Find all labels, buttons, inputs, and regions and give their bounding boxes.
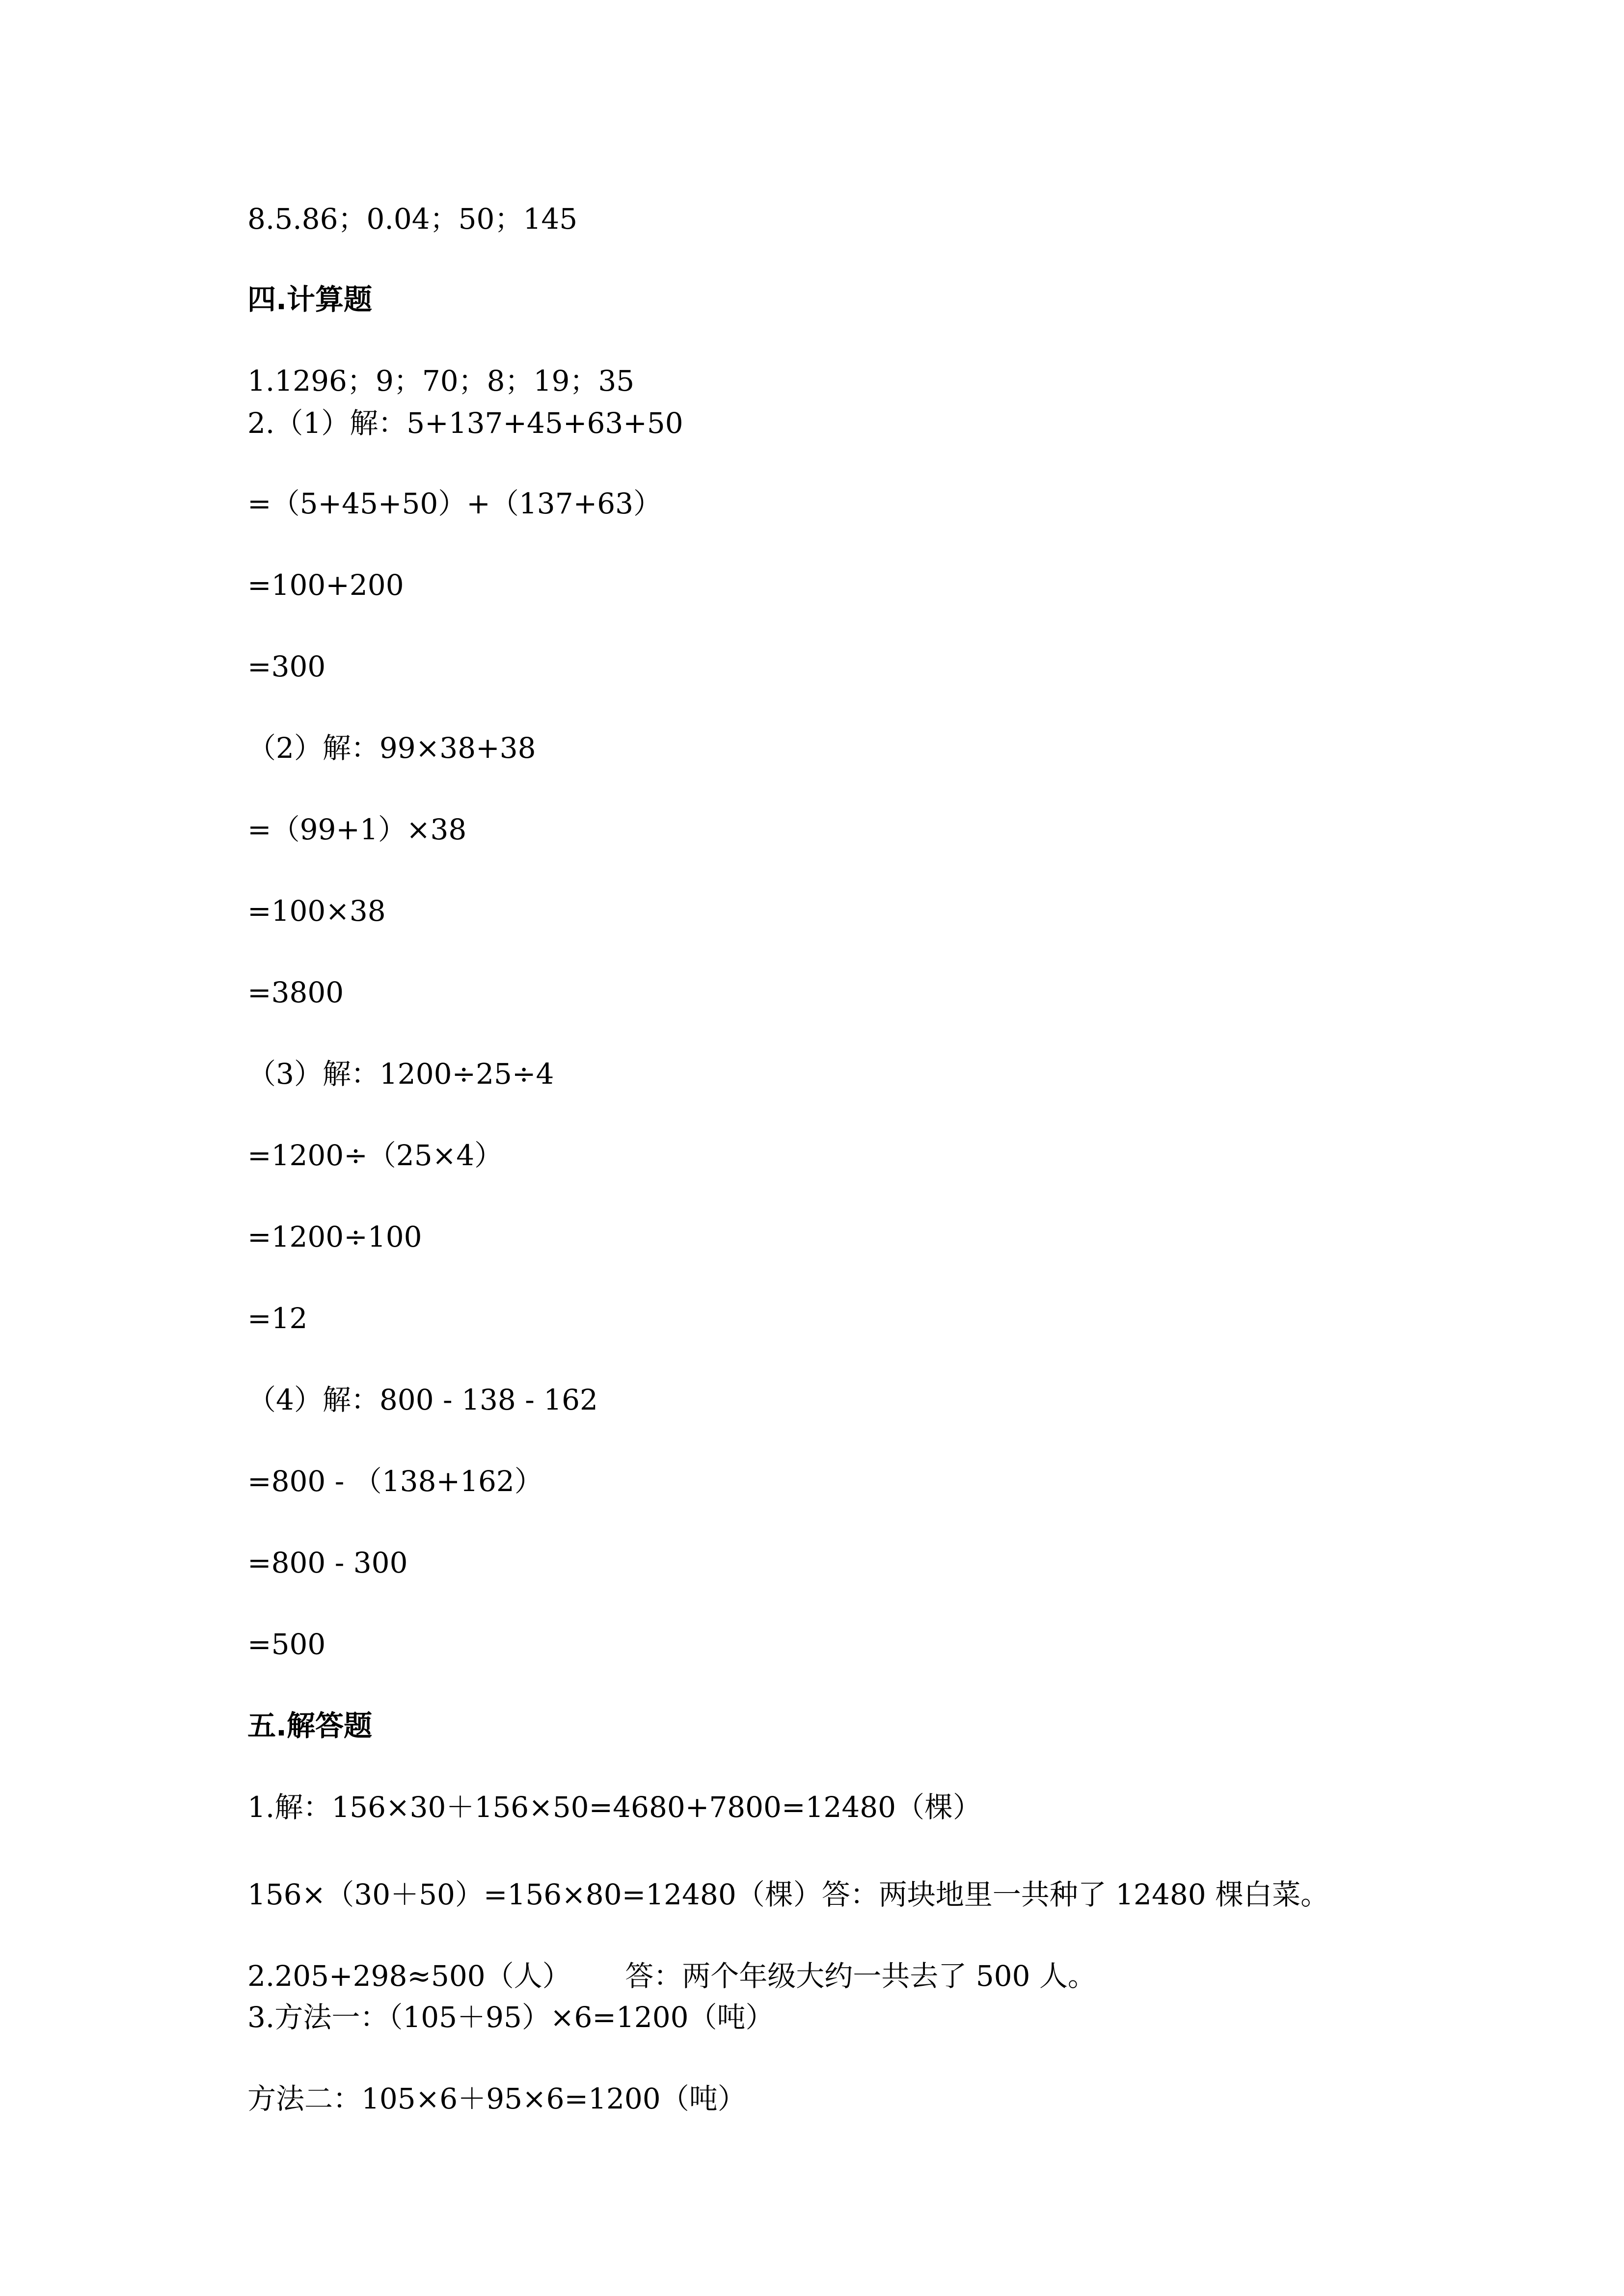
calc-2-1-step-2: =100+200 xyxy=(247,568,404,602)
calc-2-1-step-1: =（5+45+50）+（137+63） xyxy=(247,487,662,520)
calc-2-3-step-2: =1200÷100 xyxy=(247,1220,422,1254)
calc-2-1-head: 2.（1）解：5+137+45+63+50 xyxy=(247,406,683,440)
calc-2-3-step-3: =12 xyxy=(247,1302,308,1335)
calc-2-2-step-1: =（99+1）×38 xyxy=(247,813,467,846)
calc-2-3-head: （3）解：1200÷25÷4 xyxy=(247,1057,554,1091)
calc-2-3-step-1: =1200÷（25×4） xyxy=(247,1139,503,1172)
calc-2-2-step-2: =100×38 xyxy=(247,894,386,928)
calc-2-2-step-3: =3800 xyxy=(247,976,344,1009)
section-heading-calculation: 四.计算题 xyxy=(247,283,373,316)
solve-1-line-1: 1.解：156×30＋156×50=4680+7800=12480（棵） xyxy=(247,1790,982,1824)
calc-2-2-head: （2）解：99×38+38 xyxy=(247,731,536,765)
calc-answer-1: 1.1296；9；70；8；19；35 xyxy=(247,364,635,398)
calc-2-4-head: （4）解：800 - 138 - 162 xyxy=(247,1383,598,1416)
calc-2-4-step-1: =800 - （138+162） xyxy=(247,1465,543,1498)
calc-2-4-step-2: =800 - 300 xyxy=(247,1546,408,1579)
solve-2-line: 2.205+298≈500（人） 答：两个年级大约一共去了 500 人。 xyxy=(247,1959,1096,1993)
calc-2-1-step-3: =300 xyxy=(247,650,326,683)
solve-1-line-2: 156×（30＋50）=156×80=12480（棵）答：两块地里一共种了 12480 棵白菜。 xyxy=(247,1878,1329,1911)
solve-3-line-1: 3.方法一：（105＋95）×6=1200（吨） xyxy=(247,2001,774,2034)
section-heading-word-problems: 五.解答题 xyxy=(247,1709,373,1742)
calc-2-4-step-3: =500 xyxy=(247,1628,326,1661)
solve-3-line-2: 方法二：105×6＋95×6=1200（吨） xyxy=(247,2082,746,2115)
answer-line-8: 8.5.86；0.04；50；145 xyxy=(247,202,578,236)
